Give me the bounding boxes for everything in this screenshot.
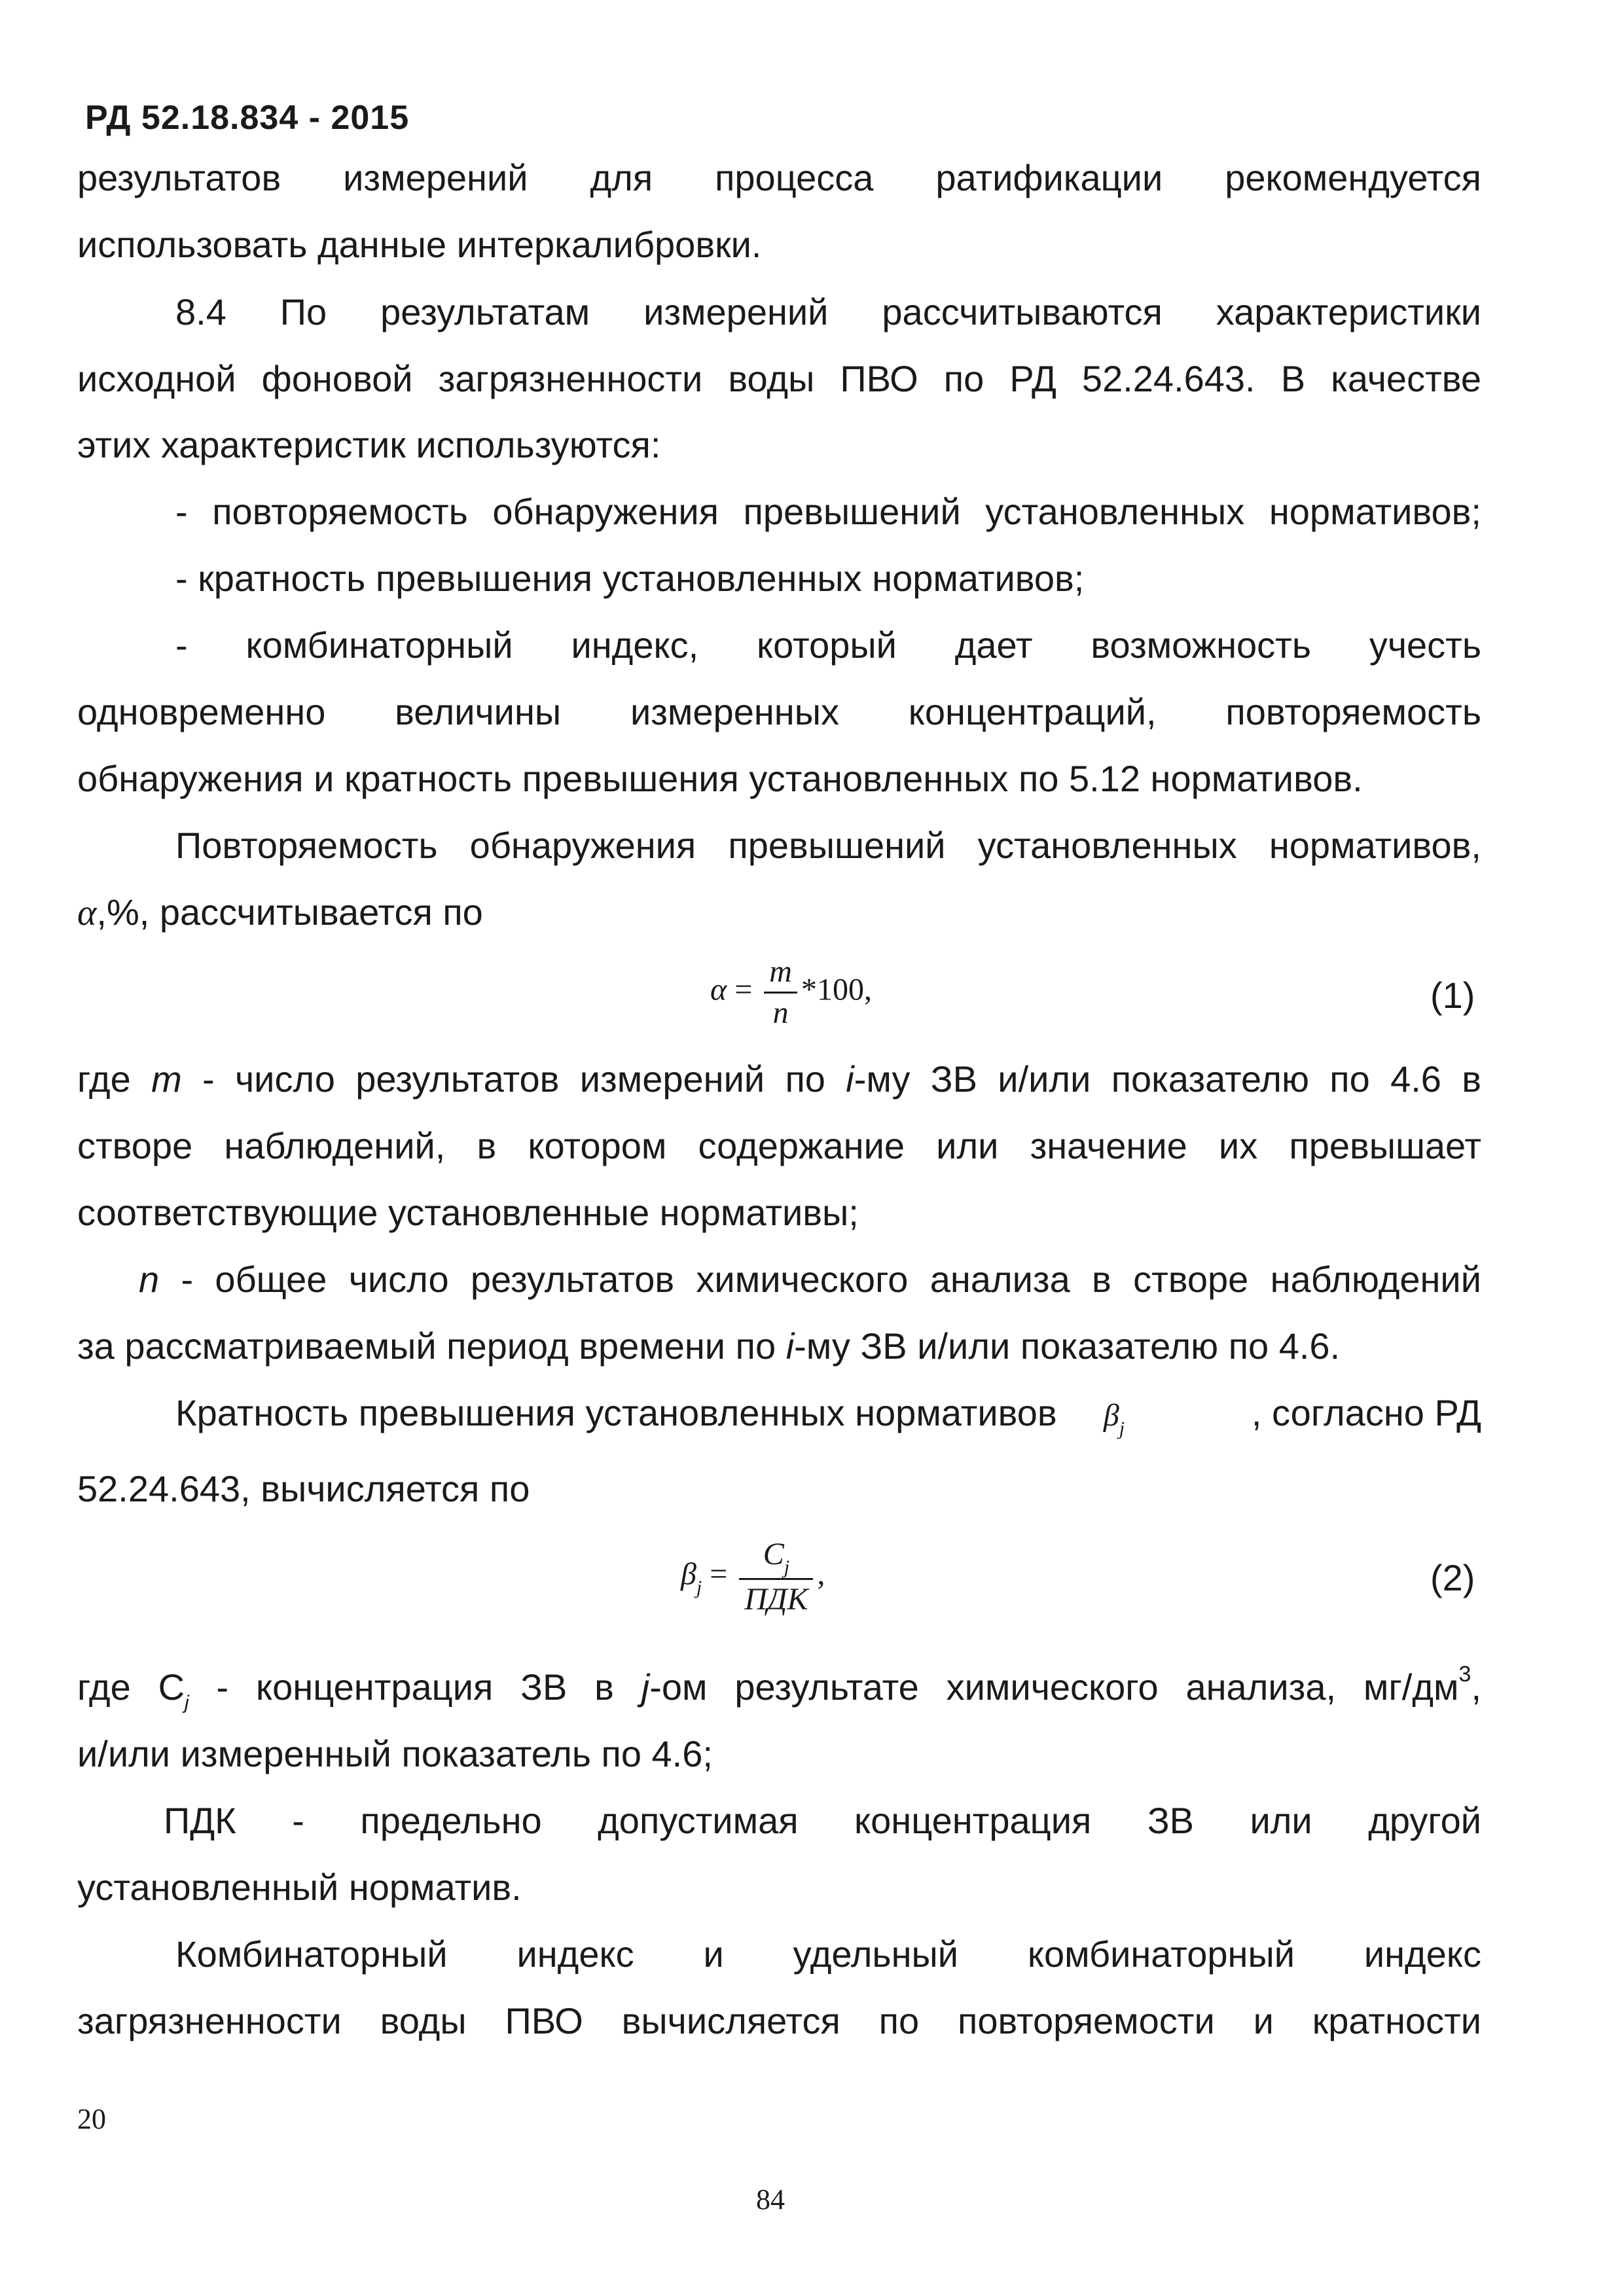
text-line: ПДК - предельно допустимая концентрация ЗВ или другой <box>164 1800 1481 1841</box>
document-code-header: РД 52.18.834 - 2015 <box>85 99 410 137</box>
text-line: n - общее число результатов химического анализа в створе наблюдений <box>139 1259 1481 1300</box>
list-item: - кратность превышения установленных нормативов; <box>175 558 1085 599</box>
list-item: - повторяемость обнаружения превышений установленных нормативов; <box>175 491 1481 532</box>
text-line: створе наблюдений, в котором содержание или значение их превышает <box>77 1125 1481 1166</box>
text-line: Кратность превышения установленных нормативов $\beta_j$ , согласно РД <box>175 1392 1481 1439</box>
text-line: где m - число результатов измерений по i-му ЗВ и/или показателю по 4.6 в <box>77 1058 1482 1100</box>
text-line: результатов измерений для процесса ратификации рекомендуется <box>77 157 1481 198</box>
text-line: установленный норматив. <box>77 1867 522 1908</box>
text-line: исходной фоновой загрязненности воды ПВО по РД 52.24.643. В качестве <box>77 358 1481 399</box>
text-line: Повторяемость обнаружения превышений установленных нормативов, <box>175 825 1481 866</box>
text-line: α,%, рассчитывается по <box>77 891 483 933</box>
text-line: Комбинаторный индекс и удельный комбинаторный индекс <box>175 1933 1481 1975</box>
text-line: обнаружения и кратность превышения установленных по 5.12 нормативов. <box>77 758 1363 799</box>
alpha-symbol: α <box>77 893 97 933</box>
list-item: - комбинаторный индекс, который дает возможность учесть <box>175 624 1481 666</box>
text-line: за рассматриваемый период времени по i-му ЗВ и/или показателю по 4.6. <box>77 1325 1341 1367</box>
text-line: этих характеристик используются: <box>77 424 661 465</box>
formula-1: α = $\frac{m}{n}$ *100, <box>710 952 872 1033</box>
fraction: $\frac{m}{n}$ <box>764 952 797 1033</box>
equation-number: (1) <box>1430 975 1475 1016</box>
text-line: где $С_j$ - концентрация ЗВ в j-ом результате химического анализа, $мг/дм^3$, <box>77 1662 1482 1713</box>
text-line: использовать данные интеркалибровки. <box>77 224 762 265</box>
beta-symbol: β <box>1103 1398 1119 1433</box>
page-number-left: 20 <box>77 2103 106 2135</box>
text-line: и/или измеренный показатель по 4.6; <box>77 1733 713 1774</box>
text-line: одновременно величины измеренных концентраций, повторяемость <box>77 691 1481 732</box>
text-line: соответствующие установленные нормативы; <box>77 1192 859 1233</box>
equation-number: (2) <box>1430 1557 1475 1598</box>
fraction: $\frac{C_j}{\text{ПДК}}$ <box>739 1535 813 1619</box>
text-line: 8.4 По результатам измерений рассчитываются характеристики <box>175 291 1481 332</box>
page-number-center: 84 <box>756 2183 785 2215</box>
text-line: загрязненности воды ПВО вычисляется по повторяемости и кратности <box>77 2000 1481 2041</box>
formula-2: $\beta_j$ = $\frac{C_j}{\text{ПДК}}$ , <box>681 1535 825 1619</box>
text-line: 52.24.643, вычисляется по <box>77 1468 530 1509</box>
